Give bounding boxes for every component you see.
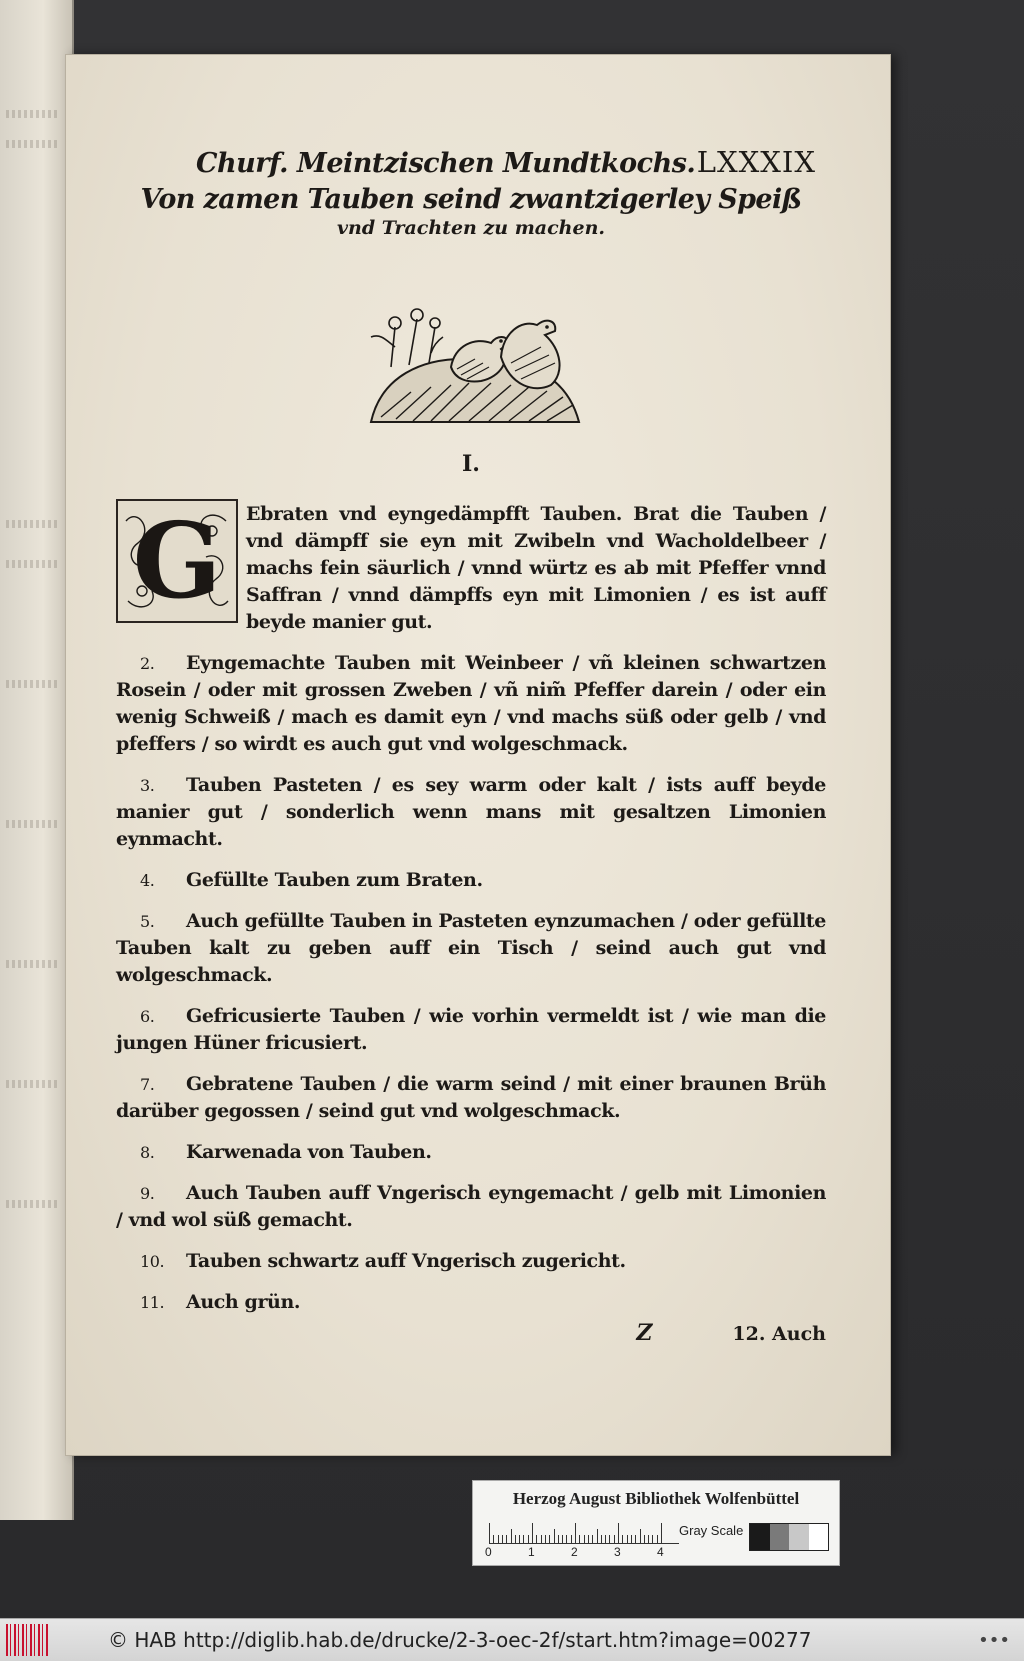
gray-patch bbox=[789, 1524, 809, 1550]
entry-number: 6. bbox=[140, 1006, 155, 1026]
show-through-text bbox=[6, 110, 60, 118]
entry-text: Tauben schwartz auff Vngerisch zugericht. bbox=[186, 1249, 626, 1272]
ruler-tick bbox=[566, 1535, 567, 1543]
catchword: 12. Auch bbox=[732, 1322, 826, 1345]
browser-status-bar bbox=[0, 1618, 1024, 1661]
recipe-entry-2 bbox=[116, 650, 826, 758]
running-head bbox=[116, 145, 826, 179]
entry-number: 10. bbox=[140, 1251, 165, 1271]
previous-page-edge bbox=[0, 0, 74, 1520]
section-numeral: I. bbox=[462, 450, 480, 477]
page-footer bbox=[116, 1320, 826, 1346]
ruler-tick bbox=[498, 1535, 499, 1543]
ruler-tick bbox=[648, 1535, 649, 1543]
running-head-title: Churf. Meintzischen Mundtkochs. bbox=[196, 148, 696, 179]
recipe-entry-text: Ebraten vnd eyngedämpfft Tauben. Brat die Tauben / vnd dämpff sie eyn mit Zwibeln vnd Wacholdelbeer / machs fein säurlich / vnnd würtz es ab mit Pfeffer vnnd Saffran / vnnd dämpffs eyn mit Limonien / es ist auff beyde manier gut. bbox=[246, 502, 826, 633]
decorated-initial bbox=[116, 499, 238, 623]
ruler-tick bbox=[588, 1535, 589, 1543]
ruler-tick bbox=[622, 1535, 623, 1543]
ruler-tick bbox=[605, 1535, 606, 1543]
ruler-tick bbox=[489, 1523, 490, 1543]
ruler-tick bbox=[631, 1535, 632, 1543]
recipe-entry-6 bbox=[116, 1003, 826, 1057]
ruler-tick bbox=[528, 1535, 529, 1543]
ruler-number: 0 bbox=[485, 1545, 492, 1559]
barcode-icon bbox=[6, 1624, 48, 1656]
ruler-tick bbox=[523, 1535, 524, 1543]
chapter-subtitle: vnd Trachten zu machen. bbox=[336, 216, 606, 239]
ruler-tick bbox=[627, 1535, 628, 1543]
ruler-tick bbox=[584, 1535, 585, 1543]
entry-text: Gefüllte Tauben zum Braten. bbox=[186, 868, 483, 891]
ruler-tick bbox=[554, 1529, 555, 1543]
entry-number: 5. bbox=[140, 911, 155, 931]
show-through-text bbox=[6, 1200, 60, 1208]
ruler-tick bbox=[532, 1523, 533, 1543]
entry-text: Gefricusierte Tauben / wie vorhin vermeldt ist / wie man die jungen Hüner fricusiert. bbox=[116, 1004, 826, 1054]
show-through-text bbox=[6, 140, 60, 148]
ruler-tick bbox=[661, 1523, 662, 1543]
ruler-tick bbox=[592, 1535, 593, 1543]
pigeon-woodcut-icon bbox=[351, 297, 591, 427]
show-through-text bbox=[6, 680, 60, 688]
ruler-tick bbox=[644, 1535, 645, 1543]
entry-text: Tauben Pasteten / es sey warm oder kalt / ists auff beyde manier gut / sonderlich wenn mans mit gesaltzen Limonien eynmacht. bbox=[116, 773, 826, 850]
recipe-entry-1 bbox=[116, 498, 826, 636]
ruler-tick bbox=[493, 1535, 494, 1543]
recipe-entry-4 bbox=[116, 867, 826, 894]
ruler-tick bbox=[575, 1523, 576, 1543]
show-through-text bbox=[6, 560, 60, 568]
entry-number: 8. bbox=[140, 1142, 155, 1162]
ruler-number: 3 bbox=[614, 1545, 621, 1559]
more-options-icon[interactable]: ••• bbox=[978, 1629, 1010, 1651]
recipe-entry-7 bbox=[116, 1071, 826, 1125]
entry-number: 9. bbox=[140, 1183, 155, 1203]
show-through-text bbox=[6, 820, 60, 828]
gray-patch bbox=[809, 1524, 829, 1550]
show-through-text bbox=[6, 960, 60, 968]
recipe-entry-11 bbox=[116, 1289, 826, 1316]
ruler-tick bbox=[640, 1529, 641, 1543]
entry-text: Auch grün. bbox=[186, 1290, 301, 1313]
ruler-tick bbox=[519, 1535, 520, 1543]
ruler-tick bbox=[597, 1529, 598, 1543]
recipe-entry-3 bbox=[116, 772, 826, 853]
ruler-tick bbox=[511, 1529, 512, 1543]
recipe-entry-5 bbox=[116, 908, 826, 989]
ruler-tick bbox=[614, 1535, 615, 1543]
gray-scale-patches bbox=[749, 1523, 829, 1551]
ruler-tick bbox=[609, 1535, 610, 1543]
chapter-title: Von zamen Tauben seind zwantzigerley Speiß bbox=[140, 184, 802, 215]
ruler-tick bbox=[635, 1535, 636, 1543]
entry-number: 7. bbox=[140, 1074, 155, 1094]
ruler-tick bbox=[502, 1535, 503, 1543]
entry-text: Gebratene Tauben / die warm seind / mit einer braunen Brüh darüber gegossen / seind gut vnd wolgeschmack. bbox=[116, 1072, 826, 1122]
status-url-text[interactable]: © HAB http://diglib.hab.de/drucke/2-3-oec-2f/start.htm?image=00277 bbox=[108, 1628, 812, 1652]
signature-mark: Z bbox=[636, 1319, 653, 1346]
recipe-entry-9 bbox=[116, 1180, 826, 1234]
drop-cap-letter: G bbox=[132, 498, 222, 622]
entry-number: 3. bbox=[140, 775, 155, 795]
entry-number: 2. bbox=[140, 653, 155, 673]
pigeon-woodcut-illustration bbox=[351, 297, 591, 427]
gray-patch bbox=[770, 1524, 790, 1550]
measurement-ruler bbox=[489, 1521, 679, 1544]
ruler-tick bbox=[541, 1535, 542, 1543]
library-name: Herzog August Bibliothek Wolfenbüttel bbox=[512, 1489, 800, 1508]
entry-text: Eyngemachte Tauben mit Weinbeer / vñ kleinen schwartzen Rosein / oder mit grossen Zweben / vñ nim̃ Pfeffer darein / oder ein wenig Schweiß / mach es damit eyn / vnd machs süß oder gelb / vnd pfeffers / so wirdt es auch gut vnd wolgeschmack. bbox=[116, 651, 826, 755]
recipe-entry-8 bbox=[116, 1139, 826, 1166]
ruler-tick bbox=[652, 1535, 653, 1543]
ruler-tick bbox=[506, 1535, 507, 1543]
gray-patch bbox=[750, 1524, 770, 1550]
entry-text: Auch Tauben auff Vngerisch eyngemacht / gelb mit Limonien / vnd wol süß gemacht. bbox=[116, 1181, 826, 1231]
ruler-tick bbox=[571, 1535, 572, 1543]
ruler-tick bbox=[579, 1535, 580, 1543]
entry-number: 4. bbox=[140, 870, 155, 890]
gray-scale-reference-card bbox=[472, 1480, 840, 1566]
recipe-entry-10 bbox=[116, 1248, 826, 1275]
ruler-tick bbox=[545, 1535, 546, 1543]
ruler-tick bbox=[562, 1535, 563, 1543]
entry-text: Karwenada von Tauben. bbox=[186, 1140, 432, 1163]
book-page bbox=[66, 55, 890, 1455]
ruler-tick bbox=[601, 1535, 602, 1543]
gray-scale-label: Gray Scale bbox=[679, 1523, 744, 1538]
ruler-tick bbox=[536, 1535, 537, 1543]
ruler-tick bbox=[558, 1535, 559, 1543]
ruler-tick bbox=[618, 1523, 619, 1543]
page-text-block bbox=[116, 145, 826, 1346]
ruler-number: 4 bbox=[657, 1545, 664, 1559]
show-through-text bbox=[6, 520, 60, 528]
ruler-tick bbox=[515, 1535, 516, 1543]
entry-number: 11. bbox=[140, 1292, 165, 1312]
folio-number: LXXXIX bbox=[696, 145, 816, 179]
ruler-number: 2 bbox=[571, 1545, 578, 1559]
ruler-tick bbox=[657, 1535, 658, 1543]
show-through-text bbox=[6, 1080, 60, 1088]
entry-text: Auch gefüllte Tauben in Pasteten eynzumachen / oder gefüllte Tauben kalt zu geben auff ein Tisch / seind auch gut vnd wolgeschmack. bbox=[116, 909, 826, 986]
ruler-tick bbox=[549, 1535, 550, 1543]
ruler-number: 1 bbox=[528, 1545, 535, 1559]
